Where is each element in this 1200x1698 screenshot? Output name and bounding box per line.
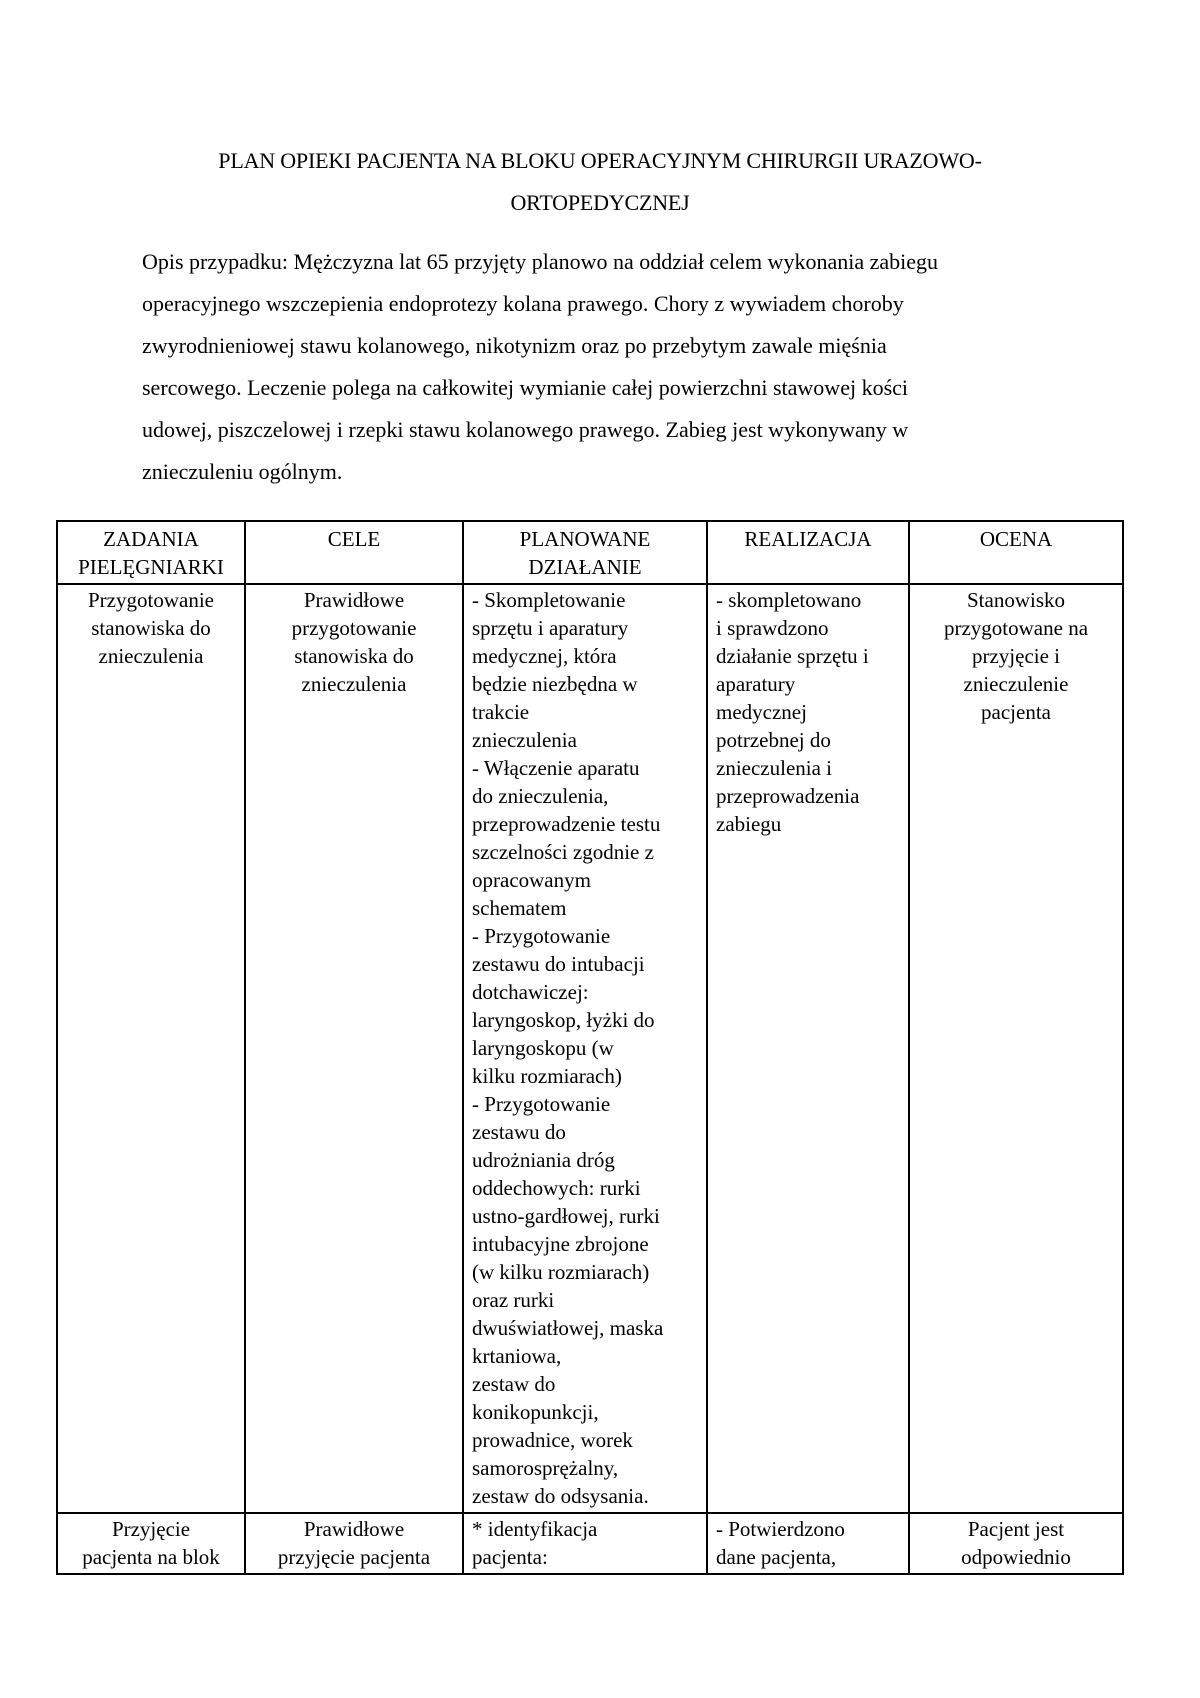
table-row bbox=[57, 584, 1123, 1513]
cell-text-line: OCENA bbox=[979, 527, 1053, 551]
cell-text-line: potrzebnej do bbox=[716, 728, 831, 752]
cell-text-line: przeprowadzenie testu bbox=[472, 812, 661, 836]
cell-text-line: i sprawdzono bbox=[716, 616, 829, 640]
cell-text-line: znieczulenia i bbox=[716, 756, 833, 780]
cell-text-line: zestawu do intubacji bbox=[472, 952, 645, 976]
case-line: sercowego. Leczenie polega na całkowitej wymianie całej powierzchni stawowej kości bbox=[142, 375, 909, 400]
cell-text-line: oddechowych: rurki bbox=[472, 1176, 641, 1200]
cell-text-line: znieczulenia bbox=[301, 672, 407, 696]
cell-text-line: sprzętu i aparatury bbox=[472, 616, 629, 640]
cell-text-line: oraz rurki bbox=[472, 1288, 555, 1312]
cell-text-line: Prawidłowe bbox=[303, 588, 405, 612]
cell-text-line: zabiegu bbox=[716, 812, 782, 836]
title-line: ORTOPEDYCZNEJ bbox=[510, 190, 690, 215]
cell-text-line: trakcie bbox=[472, 700, 530, 724]
cell-text-line: - Włączenie aparatu bbox=[472, 756, 640, 780]
cell-text-line: pacjenta: bbox=[472, 1545, 548, 1569]
cell-text-line: do znieczulenia, bbox=[472, 784, 609, 808]
cell-text-line: konikopunkcji, bbox=[472, 1400, 599, 1424]
cell-text-line: stanowiska do bbox=[294, 644, 414, 668]
cell-text-line: - Skompletowanie bbox=[472, 588, 626, 612]
cell-text-line: laryngoskop, łyżki do bbox=[472, 1008, 655, 1032]
cell-text-line: znieczulenia bbox=[98, 644, 204, 668]
case-line: Opis przypadku: Mężczyzna lat 65 przyjęty planowo na oddział celem wykonania zabiegu bbox=[142, 249, 938, 274]
cell-text-line: pacjenta na blok bbox=[82, 1545, 220, 1569]
cell-text-line: prowadnice, worek bbox=[472, 1428, 633, 1452]
cell-text-line: - Potwierdzono bbox=[716, 1517, 845, 1541]
header-ocena bbox=[909, 521, 1123, 584]
document-title bbox=[120, 140, 1080, 224]
header-cele bbox=[245, 521, 463, 584]
cell-text-line: Stanowisko bbox=[966, 588, 1065, 612]
cell-text-line: przeprowadzenia bbox=[716, 784, 860, 808]
cell-text-line: REALIZACJA bbox=[744, 527, 872, 551]
cell-text-line: medycznej bbox=[716, 700, 807, 724]
cell-text-line: Przyjęcie bbox=[111, 1517, 191, 1541]
cell-text-line: będzie niezbędna w bbox=[472, 672, 638, 696]
case-line: zwyrodnieniowej stawu kolanowego, nikotynizm oraz po przebytym zawale mięśnia bbox=[142, 333, 887, 358]
cell-text-line: dotchawiczej: bbox=[472, 980, 589, 1004]
header-zadania bbox=[57, 521, 245, 584]
cell-text-line: Pacjent jest bbox=[967, 1517, 1065, 1541]
cell-ocena bbox=[909, 584, 1123, 1513]
cell-text-line: krtaniowa, bbox=[472, 1344, 562, 1368]
cell-realizacja bbox=[707, 584, 909, 1513]
table-header-row bbox=[57, 521, 1123, 584]
care-plan-table bbox=[56, 520, 1124, 1575]
cell-text-line: działanie sprzętu i bbox=[716, 644, 869, 668]
cell-text-line: laryngoskopu (w bbox=[472, 1036, 614, 1060]
cell-text-line: udrożniania dróg bbox=[472, 1148, 615, 1172]
cell-text-line: * identyfikacja bbox=[472, 1517, 598, 1541]
cell-text-line: przygotowanie bbox=[291, 616, 417, 640]
cell-zadania bbox=[57, 584, 245, 1513]
cell-realizacja bbox=[707, 1513, 909, 1574]
cell-text-line: znieczulenia bbox=[472, 728, 577, 752]
cell-text-line: pacjenta bbox=[981, 700, 1051, 724]
cell-cele bbox=[245, 1513, 463, 1574]
cell-text-line: szczelności zgodnie z bbox=[472, 840, 654, 864]
cell-text-line: opracowanym bbox=[472, 868, 591, 892]
cell-text-line: kilku rozmiarach) bbox=[472, 1064, 622, 1088]
table-row bbox=[57, 1513, 1123, 1574]
cell-text-line: dane pacjenta, bbox=[716, 1545, 837, 1569]
cell-text-line: przyjęcie i bbox=[971, 644, 1061, 668]
cell-text-line: intubacyjne zbrojone bbox=[472, 1232, 649, 1256]
title-line: PLAN OPIEKI PACJENTA NA BLOKU OPERACYJNYM CHIRURGII URAZOWO- bbox=[218, 148, 982, 173]
cell-ocena bbox=[909, 1513, 1123, 1574]
cell-text-line: ustno-gardłowej, rurki bbox=[472, 1204, 660, 1228]
cell-text-line: ZADANIA bbox=[103, 527, 199, 551]
cell-zadania bbox=[57, 1513, 245, 1574]
cell-text-line: - Przygotowanie bbox=[472, 924, 611, 948]
cell-text-line: stanowiska do bbox=[91, 616, 211, 640]
header-realizacja bbox=[707, 521, 909, 584]
cell-text-line: dwuświatłowej, maska bbox=[472, 1316, 664, 1340]
cell-text-line: - Przygotowanie bbox=[472, 1092, 611, 1116]
cell-text-line: (w kilku rozmiarach) bbox=[472, 1260, 650, 1284]
cell-text-line: - skompletowano bbox=[716, 588, 862, 612]
case-description bbox=[142, 241, 1062, 493]
case-line: operacyjnego wszczepienia endoprotezy kolana prawego. Chory z wywiadem choroby bbox=[142, 291, 904, 316]
cell-text-line: znieczulenie bbox=[963, 672, 1069, 696]
cell-text-line: Prawidłowe bbox=[303, 1517, 405, 1541]
cell-text-line: odpowiednio bbox=[961, 1545, 1071, 1569]
case-line: znieczuleniu ogólnym. bbox=[142, 459, 343, 484]
header-planowane-dzialanie bbox=[463, 521, 707, 584]
cell-text-line: Przygotowanie bbox=[88, 588, 214, 612]
cell-text-line: PLANOWANE bbox=[519, 527, 651, 551]
cell-text-line: DZIAŁANIE bbox=[528, 555, 642, 579]
cell-text-line: przygotowane na bbox=[943, 616, 1089, 640]
cell-dzialanie bbox=[463, 1513, 707, 1574]
cell-text-line: samorosprężalny, bbox=[472, 1456, 619, 1480]
cell-text-line: schematem bbox=[472, 896, 567, 920]
cell-dzialanie bbox=[463, 584, 707, 1513]
cell-text-line: zestawu do bbox=[472, 1120, 566, 1144]
cell-text-line: medycznej, która bbox=[472, 644, 617, 668]
cell-text-line: CELE bbox=[327, 527, 381, 551]
cell-cele bbox=[245, 584, 463, 1513]
cell-text-line: PIELĘGNIARKI bbox=[78, 555, 224, 579]
cell-text-line: aparatury bbox=[716, 672, 796, 696]
cell-text-line: zestaw do bbox=[472, 1372, 556, 1396]
case-line: udowej, piszczelowej i rzepki stawu kolanowego prawego. Zabieg jest wykonywany w bbox=[142, 417, 909, 442]
cell-text-line: przyjęcie pacjenta bbox=[277, 1545, 431, 1569]
cell-text-line: zestaw do odsysania. bbox=[472, 1484, 649, 1508]
